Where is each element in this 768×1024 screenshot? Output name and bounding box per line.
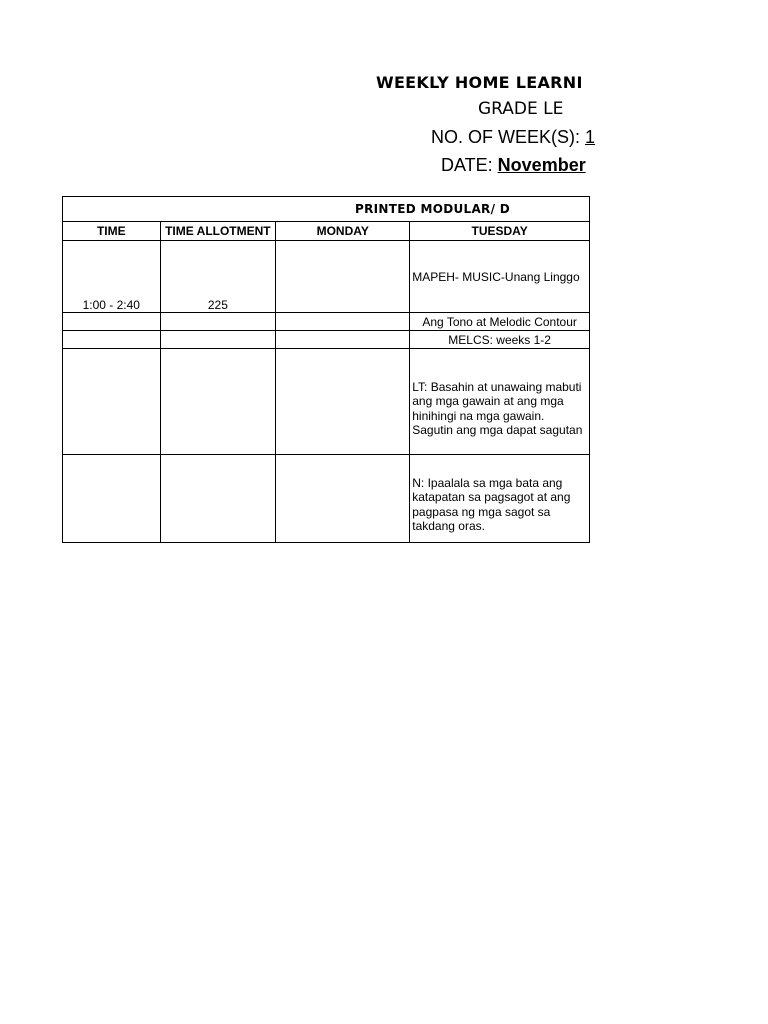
date-value: November: [497, 155, 586, 175]
table-row: [63, 241, 590, 313]
table-row: [63, 313, 590, 331]
monday-cell: [276, 331, 410, 349]
weeks-value: 1: [585, 127, 596, 147]
tuesday-cell: LT: Basahin at unawaing mabuti ang mga gawain at ang mga hinihingi na mga gawain. Sagutin ang mga dapat sagutan: [410, 349, 590, 455]
time-cell: [63, 313, 161, 331]
col-header-monday: MONDAY: [276, 222, 410, 241]
monday-cell: [276, 241, 410, 313]
allotment-cell: [160, 331, 276, 349]
date-label: DATE:: [441, 155, 498, 175]
table-row: [63, 331, 590, 349]
learning-plan-table: [62, 196, 590, 543]
time-cell: [63, 455, 161, 543]
col-header-time: TIME: [63, 222, 161, 241]
tuesday-cell: MELCS: weeks 1-2: [410, 331, 590, 349]
page-title: WEEKLY HOME LEARNI: [376, 73, 583, 92]
allotment-cell: 225: [160, 241, 276, 313]
time-cell: [63, 331, 161, 349]
monday-cell: [276, 455, 410, 543]
tuesday-cell: N: Ipaalala sa mga bata ang katapatan sa pagsagot at ang pagpasa ng mga sagot sa takdang oras.: [410, 455, 590, 543]
col-header-time-allotment: TIME ALLOTMENT: [160, 222, 276, 241]
allotment-cell: [160, 455, 276, 543]
weeks-label: NO. OF WEEK(S):: [431, 127, 586, 147]
grade-level-label: GRADE LE: [478, 99, 564, 119]
modality-banner: PRINTED MODULAR/ D: [63, 197, 590, 222]
tuesday-cell: Ang Tono at Melodic Contour: [410, 313, 590, 331]
modality-banner-row: [63, 197, 590, 222]
monday-cell: [276, 313, 410, 331]
weeks-line: [431, 127, 595, 148]
tuesday-cell: MAPEH- MUSIC-Unang Linggo: [410, 241, 590, 313]
time-cell: 1:00 - 2:40: [63, 241, 161, 313]
header-row: [63, 222, 590, 241]
allotment-cell: [160, 313, 276, 331]
col-header-tuesday: TUESDAY: [410, 222, 590, 241]
time-cell: [63, 349, 161, 455]
monday-cell: [276, 349, 410, 455]
date-line: [441, 155, 586, 176]
table-row: [63, 455, 590, 543]
table-row: [63, 349, 590, 455]
allotment-cell: [160, 349, 276, 455]
